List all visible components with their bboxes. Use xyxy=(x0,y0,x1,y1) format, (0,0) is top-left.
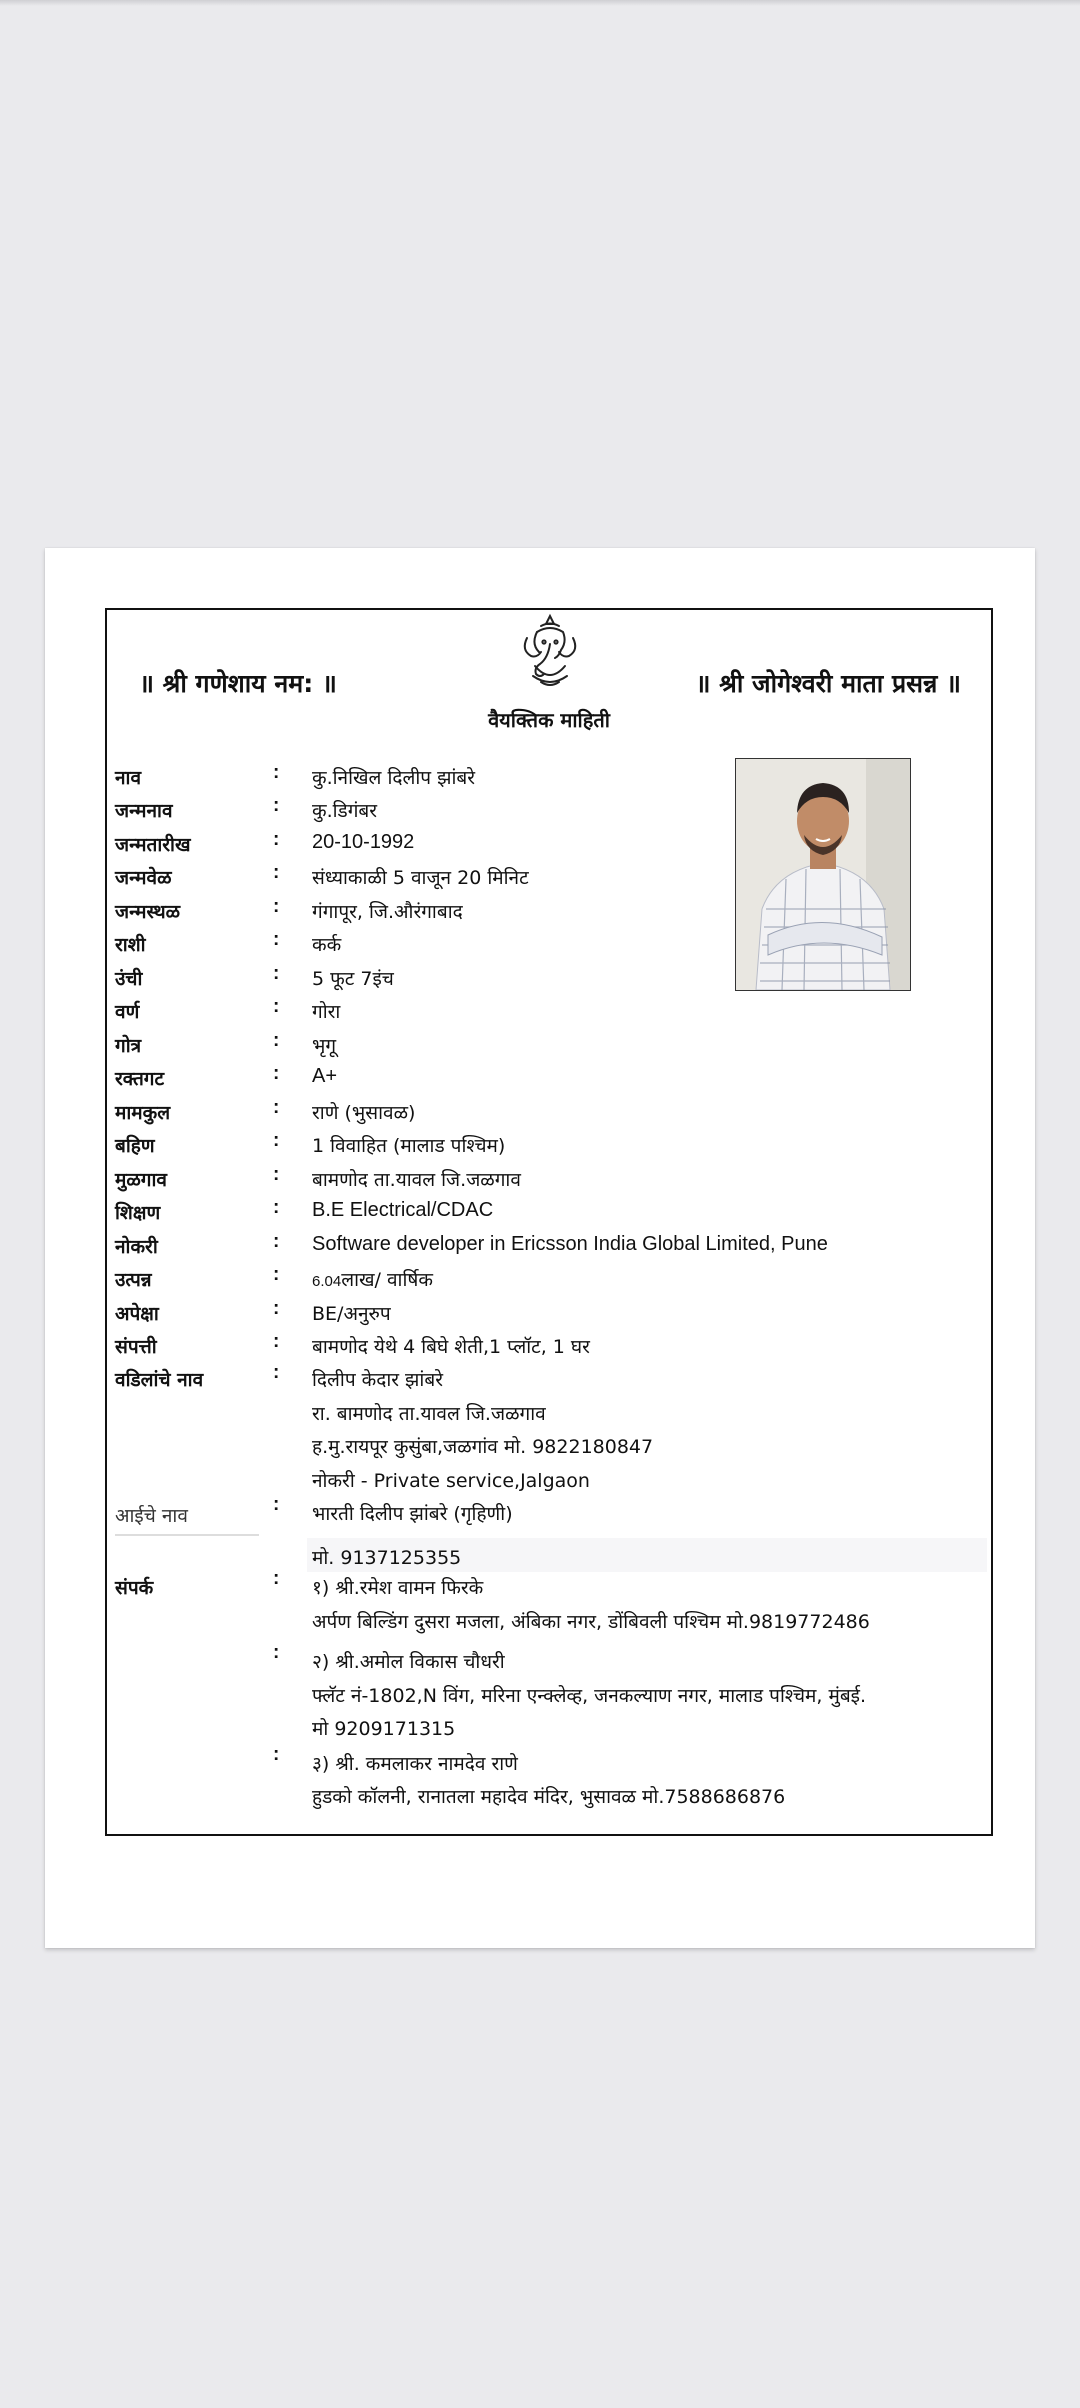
field-education xyxy=(107,1199,991,1233)
field-value: कु.निखिल दिलीप झांबरे xyxy=(312,767,476,789)
mother-label: आईचे नाव xyxy=(115,1505,188,1527)
field-value: Software developer in Ericsson India Global Limited, Pune xyxy=(312,1233,828,1255)
field-colon: : xyxy=(273,1097,280,1118)
field-value: 5 फूट 7इंच xyxy=(312,968,394,990)
field-gotra xyxy=(107,1032,991,1066)
field-value: भृगू xyxy=(312,1035,337,1057)
field-colon: : xyxy=(273,896,280,917)
field-birth-place xyxy=(107,898,991,932)
field-colon: : xyxy=(273,862,280,883)
field-colon: : xyxy=(273,963,280,984)
field-colon: : xyxy=(273,1030,280,1051)
field-label: संपत्ती xyxy=(115,1336,157,1358)
field-expectation xyxy=(107,1300,991,1334)
field-value: कु.डिगंबर xyxy=(312,800,378,822)
field-native-place xyxy=(107,1166,991,1200)
field-colon: : xyxy=(273,762,280,783)
field-colon: : xyxy=(273,1264,280,1285)
field-name xyxy=(107,764,991,798)
field-value: B.E Electrical/CDAC xyxy=(312,1199,494,1221)
field-label: मामकुल xyxy=(115,1102,171,1124)
field-colon: : xyxy=(273,1063,280,1084)
field-label: जन्मवेळ xyxy=(115,867,172,889)
field-label: नाव xyxy=(115,767,142,789)
income-unit: लाख/ वार्षिक xyxy=(341,1269,433,1291)
field-job xyxy=(107,1233,991,1267)
field-label: उंची xyxy=(115,968,143,990)
field-label: अपेक्षा xyxy=(115,1303,159,1325)
contact-line: हुडको कॉलनी, रानातला महादेव मंदिर, भुसावळ मो.7588686876 xyxy=(312,1786,786,1808)
field-colon: : xyxy=(273,795,280,816)
father-line: दिलीप केदार झांबरे xyxy=(312,1369,443,1391)
document-page xyxy=(45,548,1035,1948)
field-colon: : xyxy=(273,829,280,850)
field-birth-date xyxy=(107,831,991,865)
field-value: कर्क xyxy=(312,934,342,956)
field-value: बामणोद येथे 4 बिघे शेती,1 प्लॉट, 1 घर xyxy=(312,1336,590,1358)
field-colon: : xyxy=(273,1331,280,1352)
contact-line: ३) श्री. कमलाकर नामदेव राणे xyxy=(312,1753,518,1775)
field-label: जन्मनाव xyxy=(115,800,173,822)
field-property xyxy=(107,1333,991,1367)
field-value: संध्याकाळी 5 वाजून 20 मिनिट xyxy=(312,867,529,889)
field-zodiac xyxy=(107,931,991,965)
field-value: बामणोद ता.यावल जि.जळगाव xyxy=(312,1169,521,1191)
field-blood-group xyxy=(107,1065,991,1099)
field-colon: : xyxy=(273,1164,280,1185)
field-label: शिक्षण xyxy=(115,1202,161,1224)
mother-line: भारती दिलीप झांबरे (गृहिणी) xyxy=(312,1503,513,1525)
mother-line: मो. 9137125355 xyxy=(312,1547,462,1569)
field-colon: : xyxy=(273,1744,280,1765)
left-invocation: ॥ श्री गणेशाय नम: ॥ xyxy=(139,669,337,698)
field-birth-name xyxy=(107,797,991,831)
field-label: उत्पन्न xyxy=(115,1269,152,1291)
field-colon: : xyxy=(273,1130,280,1151)
field-label: वर्ण xyxy=(115,1001,140,1023)
field-label: गोत्र xyxy=(115,1035,142,1057)
field-label: बहिण xyxy=(115,1135,155,1157)
field-label: मुळगाव xyxy=(115,1169,167,1191)
field-maternal-family xyxy=(107,1099,991,1133)
father-label: वडिलांचे नाव xyxy=(115,1369,204,1391)
field-label: राशी xyxy=(115,934,146,956)
field-complexion xyxy=(107,998,991,1032)
field-label: नोकरी xyxy=(115,1236,158,1258)
field-colon: : xyxy=(273,1642,280,1663)
field-colon: : xyxy=(273,1494,280,1515)
field-colon: : xyxy=(273,1197,280,1218)
field-sister xyxy=(107,1132,991,1166)
document-title: वैयक्तिक माहिती xyxy=(488,708,610,732)
field-value: गंगापूर, जि.औरंगाबाद xyxy=(312,901,463,923)
biodata-frame xyxy=(105,608,993,1836)
field-colon: : xyxy=(273,1568,280,1589)
field-value: 1 विवाहित (मालाड पश्चिम) xyxy=(312,1135,506,1157)
right-invocation: ॥ श्री जोगेश्वरी माता प्रसन्न ॥ xyxy=(695,669,961,698)
field-colon: : xyxy=(273,929,280,950)
field-value: A+ xyxy=(312,1065,338,1087)
field-colon: : xyxy=(273,1298,280,1319)
status-bar-shadow xyxy=(0,0,1080,6)
mother-label-underline xyxy=(115,1534,259,1536)
field-label: जन्मतारीख xyxy=(115,834,191,856)
field-income xyxy=(107,1266,991,1300)
field-value: राणे (भुसावळ) xyxy=(312,1102,416,1124)
field-label: रक्तगट xyxy=(115,1068,165,1090)
field-colon: : xyxy=(273,1231,280,1252)
field-birth-time xyxy=(107,864,991,898)
contact-line: फ्लॅट नं-1802,N विंग, मरिना एन्क्लेव्ह, जनकल्याण नगर, मालाड पश्चिम, मुंबई. xyxy=(312,1685,867,1707)
field-value: BE/अनुरुप xyxy=(312,1303,391,1325)
field-value: 20-10-1992 xyxy=(312,831,415,853)
contact-line: २) श्री.अमोल विकास चौधरी xyxy=(312,1651,505,1673)
field-value: गोरा xyxy=(312,1001,341,1023)
contact-line: १) श्री.रमेश वामन फिरके xyxy=(312,1577,484,1599)
field-label: जन्मस्थळ xyxy=(115,901,181,923)
field-height xyxy=(107,965,991,999)
father-line: रा. बामणोद ता.यावल जि.जळगाव xyxy=(312,1403,546,1425)
income-amount: 6.04 xyxy=(312,1273,342,1290)
father-line: ह.मु.रायपूर कुसुंबा,जळगांव मो. 9822180847 xyxy=(312,1436,654,1458)
father-line: नोकरी - Private service,Jalgaon xyxy=(312,1470,590,1492)
field-value xyxy=(312,1266,433,1292)
contact-line: अर्पण बिल्डिंग दुसरा मजला, अंबिका नगर, डोंबिवली पश्चिम मो.9819772486 xyxy=(312,1611,870,1633)
contact-line: मो 9209171315 xyxy=(312,1718,456,1740)
field-colon: : xyxy=(273,1362,280,1383)
contact-label: संपर्क xyxy=(115,1577,154,1599)
field-colon: : xyxy=(273,996,280,1017)
ganesha-icon xyxy=(519,612,581,690)
